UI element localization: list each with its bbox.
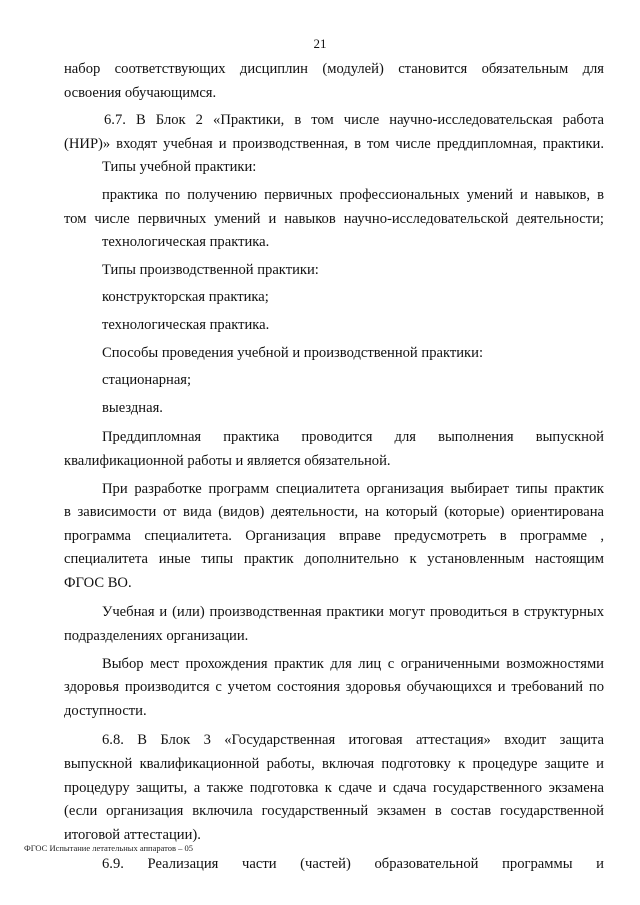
text-line: выпускной квалификационной работы, включая подготовку к процедуре защите и xyxy=(64,756,604,773)
text-line: специалитета иные типы практик дополнительно к установленным настоящим xyxy=(64,551,604,568)
paragraph-structural: Учебная и (или) производственная практики могут проводиться в структурных xyxy=(102,604,604,621)
text-line: ФГОС ВО. xyxy=(64,574,132,591)
text-line: набор соответствующих дисциплин (модулей) становится обязательным для xyxy=(64,61,604,77)
text-line: процедуру защиты, а также подготовка к сдаче и сдача государственного экзамена xyxy=(64,779,604,796)
text-line: итоговой аттестации). xyxy=(64,826,201,843)
text-line: здоровья производится с учетом состояния здоровья обучающихся и требований по xyxy=(64,679,604,696)
list-item: выездная. xyxy=(102,399,163,416)
text-line: квалификационной работы и является обязательной. xyxy=(64,452,391,469)
text-line: том числе первичных умений и навыков научно-исследовательской деятельности; xyxy=(64,210,604,227)
paragraph-development: При разработке программ специалитета организация выбирает типы практик xyxy=(102,480,604,497)
paragraph-6-7: 6.7. В Блок 2 «Практики, в том числе научно-исследовательская работа xyxy=(104,112,604,129)
paragraph-6-8: 6.8. В Блок 3 «Государственная итоговая аттестация» входит защита xyxy=(102,732,604,749)
text-line: программа специалитета. Организация вправе предусмотреть в программе , xyxy=(64,527,604,544)
text-line: освоения обучающимся. xyxy=(64,84,217,101)
page-number: 21 xyxy=(313,36,327,51)
list-item: технологическая практика. xyxy=(102,234,270,251)
list-item: конструкторская практика; xyxy=(102,289,269,306)
paragraph-pregraduate: Преддипломная практика проводится для выполнения выпускной xyxy=(102,429,604,446)
text-line: в зависимости от вида (видов) деятельности, на который (которые) ориентирована xyxy=(64,504,604,521)
text-line: подразделениях организации. xyxy=(64,628,249,645)
list-item: стационарная; xyxy=(102,372,192,389)
paragraph-selection: Выбор мест прохождения практик для лиц с ограниченными возможностями xyxy=(102,655,604,672)
heading-practice-methods: Способы проведения учебной и производственной практики: xyxy=(102,344,484,361)
heading-edu-practice-types: Типы учебной практики: xyxy=(102,159,257,176)
document-body xyxy=(64,58,604,877)
list-item: практика по получению первичных профессиональных умений и навыков, в xyxy=(102,186,604,203)
text-line: доступности. xyxy=(64,702,147,719)
text-line: (НИР)» входят учебная и производственная, в том числе преддипломная, практики. xyxy=(64,135,604,152)
list-item: технологическая практика. xyxy=(102,316,270,333)
paragraph-6-9: 6.9. Реализация части (частей) образовательной программы и xyxy=(102,856,604,873)
text-line: (если организация включила государственный экзамен в состав государственной xyxy=(64,803,604,820)
footer-note: ФГОС Испытание летательных аппаратов – 05 xyxy=(24,843,194,853)
heading-prod-practice-types: Типы производственной практики: xyxy=(102,261,319,278)
